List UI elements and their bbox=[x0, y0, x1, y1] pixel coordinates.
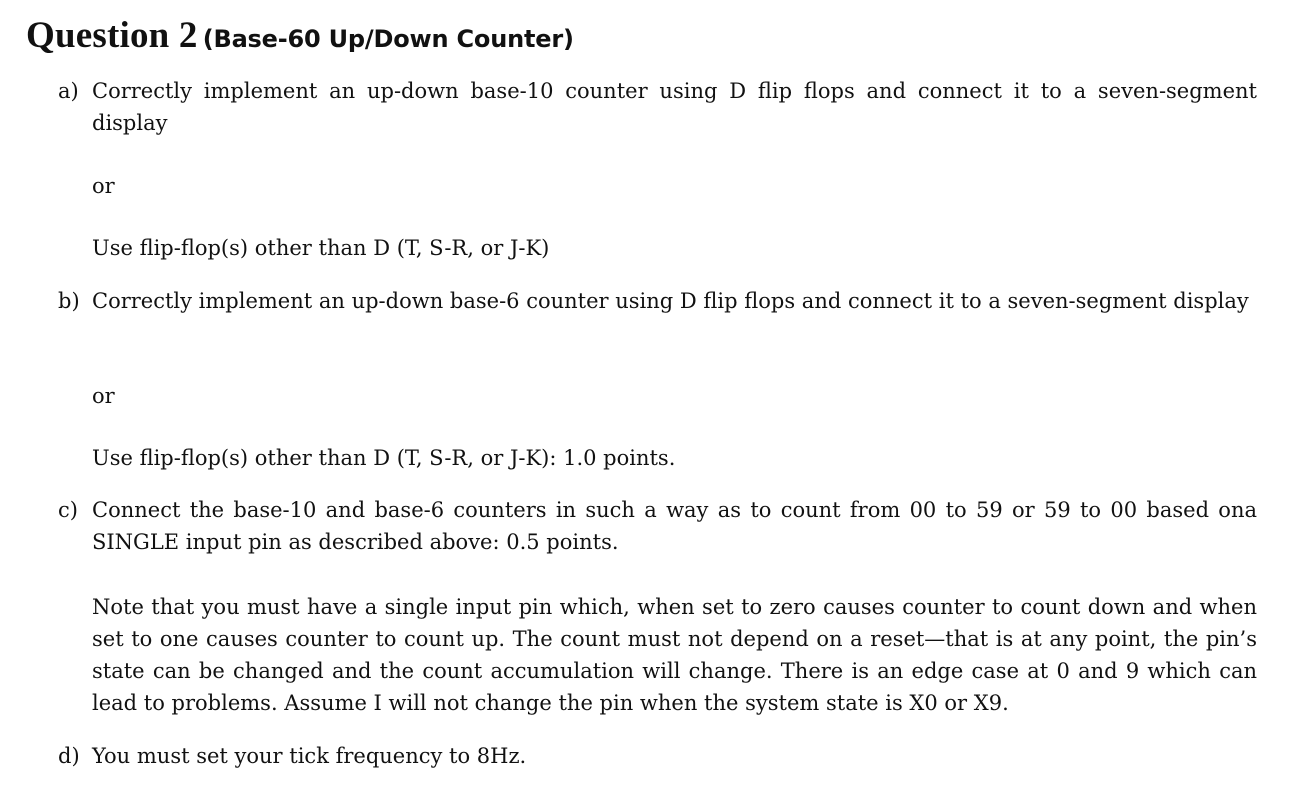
part-a-label: a) bbox=[58, 79, 79, 103]
part-a-text: Correctly implement an up-down base-10 counter using D flip flops and connect it to a seven-segment display bbox=[92, 79, 1257, 135]
part-b-alternative: Use flip-flop(s) other than D (T, S-R, or J-K): 1.0 points. bbox=[92, 446, 676, 470]
part-b-label: b) bbox=[58, 289, 80, 313]
part-d-text: You must set your tick frequency to 8Hz. bbox=[92, 744, 527, 768]
part-c-label: c) bbox=[58, 498, 78, 522]
part-a-or: or bbox=[92, 174, 115, 198]
question-title: Question 2 bbox=[26, 15, 198, 56]
part-a-alternative: Use flip-flop(s) other than D (T, S-R, or J-K) bbox=[92, 236, 550, 260]
part-b-text: Correctly implement an up-down base-6 counter using D flip flops and connect it to a seven-segment display bbox=[92, 289, 1249, 313]
question-subtitle: (Base-60 Up/Down Counter) bbox=[202, 25, 574, 53]
part-c-text: Connect the base-10 and base-6 counters in such a way as to count from 00 to 59 or 59 to 00 based ona SINGLE input pin as described above: 0.5 points. bbox=[92, 498, 1257, 554]
part-b-or: or bbox=[92, 384, 115, 408]
part-c-note: Note that you must have a single input pin which, when set to zero causes counter to count down and when set to one causes counter to count up. The count must not depend on a reset—that is at any point, the pin’s state can be changed and the count accumulation will change. There is an edge case at 0 and 9 which can lead to problems. Assume I will not change the pin when the system state is X0 or X9. bbox=[92, 595, 1257, 715]
question-heading bbox=[26, 14, 574, 57]
part-d-label: d) bbox=[58, 744, 80, 768]
